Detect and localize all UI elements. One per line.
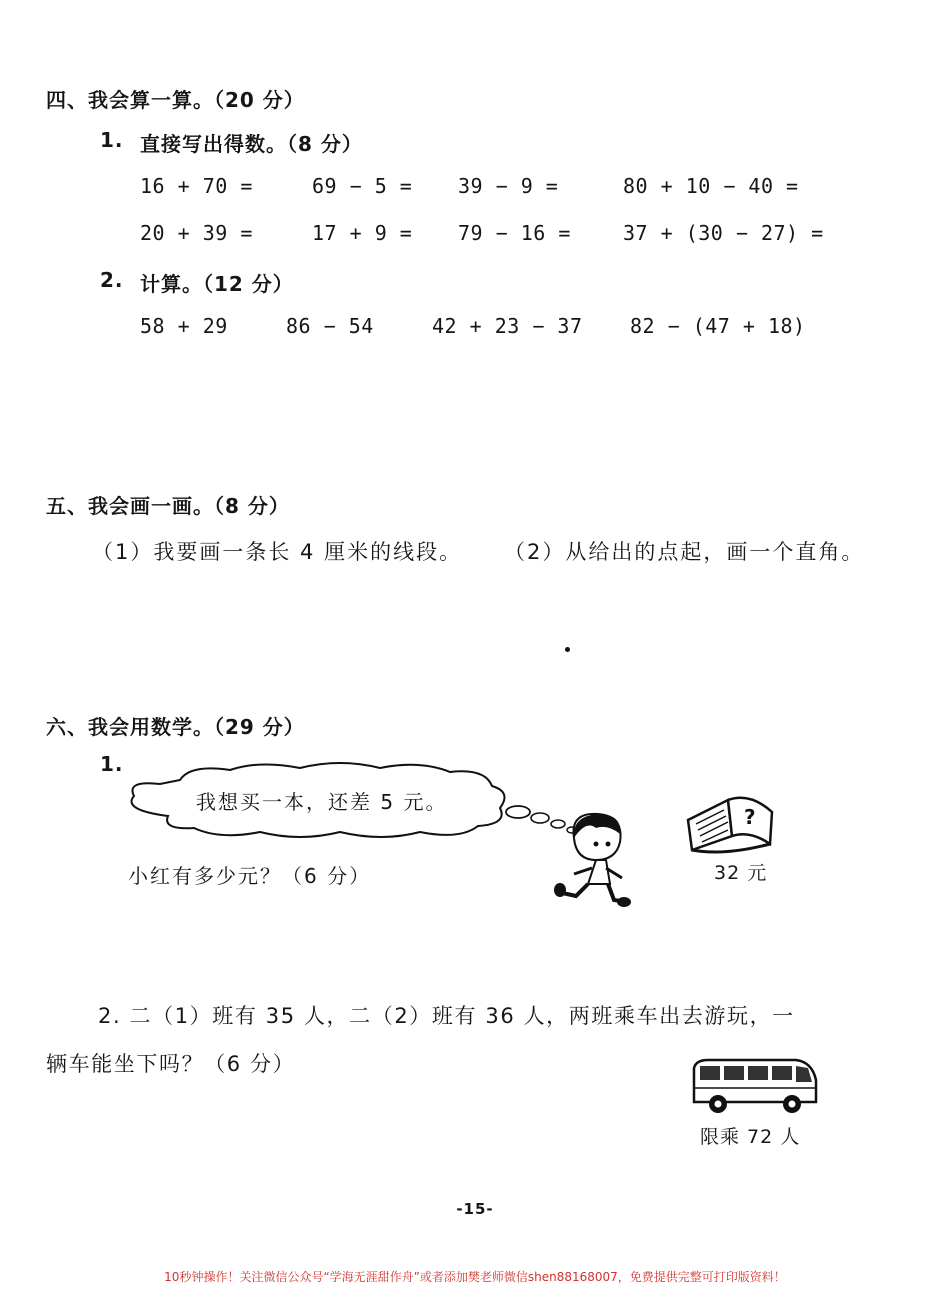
speech-text: 我想买一本，还差 5 元。: [196, 790, 448, 814]
section-4-q2-label: 2.: [100, 268, 124, 292]
equation: 80 + 10 − 40 =: [623, 174, 799, 198]
bus-label: 限乘 72 人: [700, 1126, 801, 1148]
section-5-part-1: （1）我要画一条长 4 厘米的线段。: [92, 540, 463, 564]
equation: 20 + 39 =: [140, 221, 253, 245]
bus-icon: [688, 1056, 820, 1118]
section-6-title: 六、我会用数学。（29 分）: [46, 715, 305, 739]
book-price: 32 元: [714, 862, 768, 884]
equation: 17 + 9 =: [312, 221, 413, 245]
section-6-q2-line-2: 辆车能坐下吗？（6 分）: [46, 1052, 296, 1076]
section-4-title: 四、我会算一算。（20 分）: [46, 88, 305, 112]
section-4-q1-label: 1.: [100, 128, 124, 152]
section-4-q1-title: 直接写出得数。（8 分）: [140, 132, 363, 156]
calculation: 58 + 29: [140, 314, 228, 338]
equation: 69 − 5 =: [312, 174, 413, 198]
start-point: [565, 647, 570, 652]
calculation: 82 − (47 + 18): [630, 314, 806, 338]
child-running-icon: [552, 808, 632, 908]
calculation: 86 − 54: [286, 314, 374, 338]
section-6-q2-line-1: 2. 二（1）班有 35 人，二（2）班有 36 人，两班乘车出去游玩，一: [98, 1004, 795, 1028]
section-4-q2-title: 计算。（12 分）: [140, 272, 294, 296]
section-6-q1-label: 1.: [100, 752, 124, 776]
footer-note: 10秒钟操作！关注微信公众号“学海无涯甜作舟”或者添加樊老师微信shen88168007，免费提供完整可打印版资料！: [164, 1270, 786, 1284]
equation: 79 − 16 =: [458, 221, 571, 245]
calculation: 42 + 23 − 37: [432, 314, 583, 338]
section-6-q1-question: 小红有多少元？（6 分）: [128, 864, 372, 888]
section-5-part-2: （2）从给出的点起，画一个直角。: [504, 540, 865, 564]
equation: 37 + (30 − 27) =: [623, 221, 824, 245]
svg-text:?: ?: [744, 805, 756, 829]
equation: 39 − 9 =: [458, 174, 559, 198]
book-icon: [684, 790, 776, 856]
section-5-title: 五、我会画一画。（8 分）: [46, 494, 290, 518]
page-number: -15-: [456, 1200, 494, 1218]
equation: 16 + 70 =: [140, 174, 253, 198]
